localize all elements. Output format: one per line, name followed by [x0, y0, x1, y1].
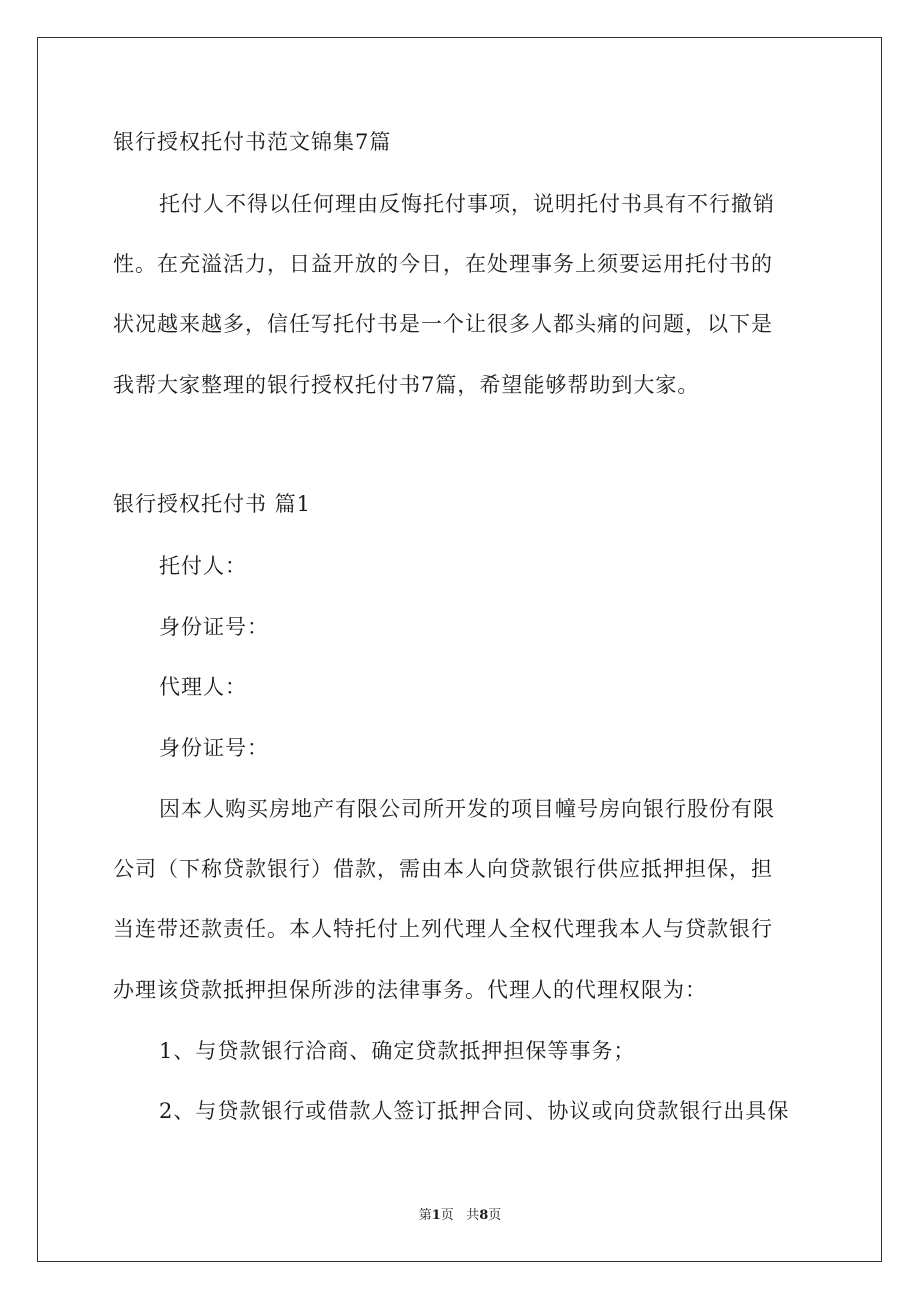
body-line: 公司（下称贷款银行）借款，需由本人向贷款银行供应抵押担保，担 — [113, 857, 773, 881]
body-line: 因本人购买房地产有限公司所开发的项目幢号房向银行股份有限 — [159, 797, 775, 821]
footer-total-pages: 8 — [479, 1208, 489, 1223]
footer-total-unit: 页 — [488, 1208, 502, 1223]
footer-page-number: 1 — [431, 1208, 441, 1223]
body-line: 办理该贷款抵押担保所涉的法律事务。代理人的代理权限为： — [113, 978, 707, 1002]
list-item: 1、与贷款银行洽商、确定贷款抵押担保等事务； — [159, 1039, 636, 1063]
page-frame — [37, 37, 882, 1262]
field-label-agent: 代理人： — [159, 675, 247, 699]
intro-line: 托付人不得以任何理由反悔托付事项，说明托付书具有不行撤销 — [159, 192, 775, 216]
list-item: 2、与贷款银行或借款人签订抵押合同、协议或向贷款银行出具保 — [159, 1099, 790, 1123]
field-label-principal-id: 身份证号： — [159, 615, 269, 639]
intro-line: 性。在充溢活力，日益开放的今日，在处理事务上须要运用托付书的 — [113, 252, 773, 276]
footer-total-prefix: 共 — [466, 1208, 480, 1223]
body-line: 当连带还款责任。本人特托付上列代理人全权代理我本人与贷款银行 — [113, 917, 773, 941]
footer-prefix: 第 — [418, 1208, 432, 1223]
footer-page-unit: 页 — [440, 1208, 454, 1223]
field-label-agent-id: 身份证号： — [159, 736, 269, 760]
intro-line: 我帮大家整理的银行授权托付书7篇，希望能够帮助到大家。 — [113, 373, 700, 397]
field-label-principal: 托付人： — [159, 554, 247, 578]
page-footer — [0, 1207, 920, 1225]
section-heading: 银行授权托付书 篇1 — [113, 492, 312, 516]
document-title: 银行授权托付书范文锦集7篇 — [113, 130, 392, 154]
intro-line: 状况越来越多，信任写托付书是一个让很多人都头痛的问题，以下是 — [113, 312, 773, 336]
